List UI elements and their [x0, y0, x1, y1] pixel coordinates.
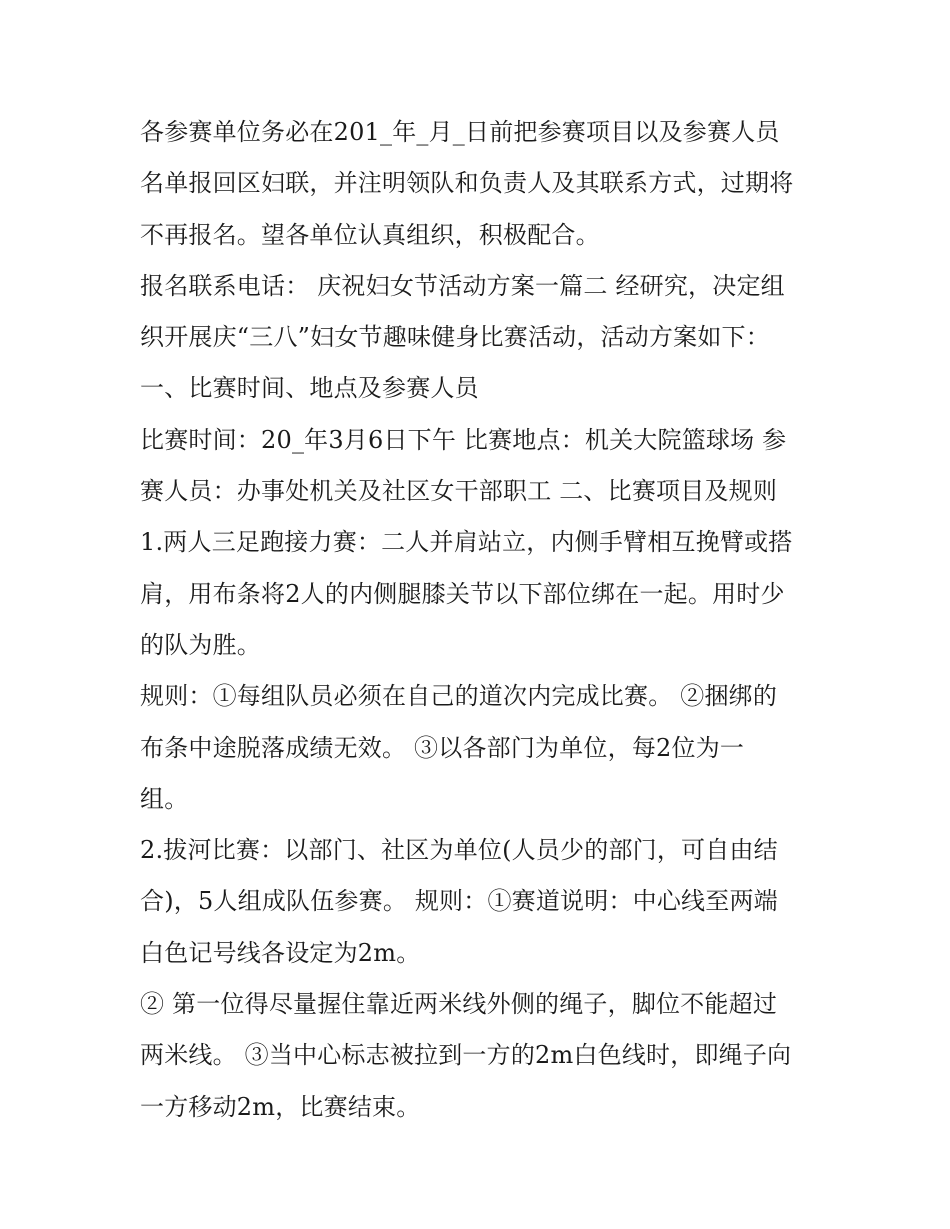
document-body [140, 107, 820, 1133]
text-line: 一方移动2m，比赛结束。 [140, 1092, 421, 1121]
text-line: 不再报名。望各单位认真组织，积极配合。 [140, 220, 600, 249]
text-line: 织开展庆“三八”妇女节趣味健身比赛活动，活动方案如下： [140, 323, 770, 352]
text-line: 两米线。 ③当中心标志被拉到一方的2m白色线时，即绳子向 [140, 1041, 792, 1070]
text-line: 各参赛单位务必在201_年_月_日前把参赛项目以及参赛人员 [140, 118, 780, 146]
text-line: 比赛时间：20_年3月6日下午 比赛地点：机关大院篮球场 参 [140, 425, 787, 454]
text-line: 的队为胜。 [140, 630, 261, 659]
text-line: 1.两人三足跑接力赛：二人并肩站立，内侧手臂相互挽臂或搭 [140, 528, 793, 557]
section-heading: 一、比赛时间、地点及参赛人员 [140, 374, 479, 403]
text-line: 布条中途脱落成绩无效。 ③以各部门为单位，每2位为一 [140, 733, 745, 762]
text-line: 白色记号线各设定为2m。 [140, 938, 421, 967]
text-line: 合)，5人组成队伍参赛。 规则：①赛道说明：中心线至两端 [140, 887, 778, 916]
text-line: 组。 [140, 784, 189, 813]
text-line: 赛人员：办事处机关及社区女干部职工 二、比赛项目及规则 [140, 477, 778, 506]
text-line: ② 第一位得尽量握住靠近两米线外侧的绳子，脚位不能超过 [140, 990, 778, 1019]
text-line: 肩，用布条将2人的内侧腿膝关节以下部位绑在一起。用时少 [140, 579, 785, 608]
text-line: 2.拔河比赛：以部门、社区为单位(人员少的部门，可自由结 [140, 836, 778, 865]
text-line: 报名联系电话： 庆祝妇女节活动方案一篇二 经研究，决定组 [140, 271, 785, 300]
text-line: 规则：①每组队员必须在自己的道次内完成比赛。 ②捆绑的 [140, 682, 778, 711]
text-line: 名单报回区妇联，并注明领队和负责人及其联系方式，过期将 [140, 169, 794, 198]
